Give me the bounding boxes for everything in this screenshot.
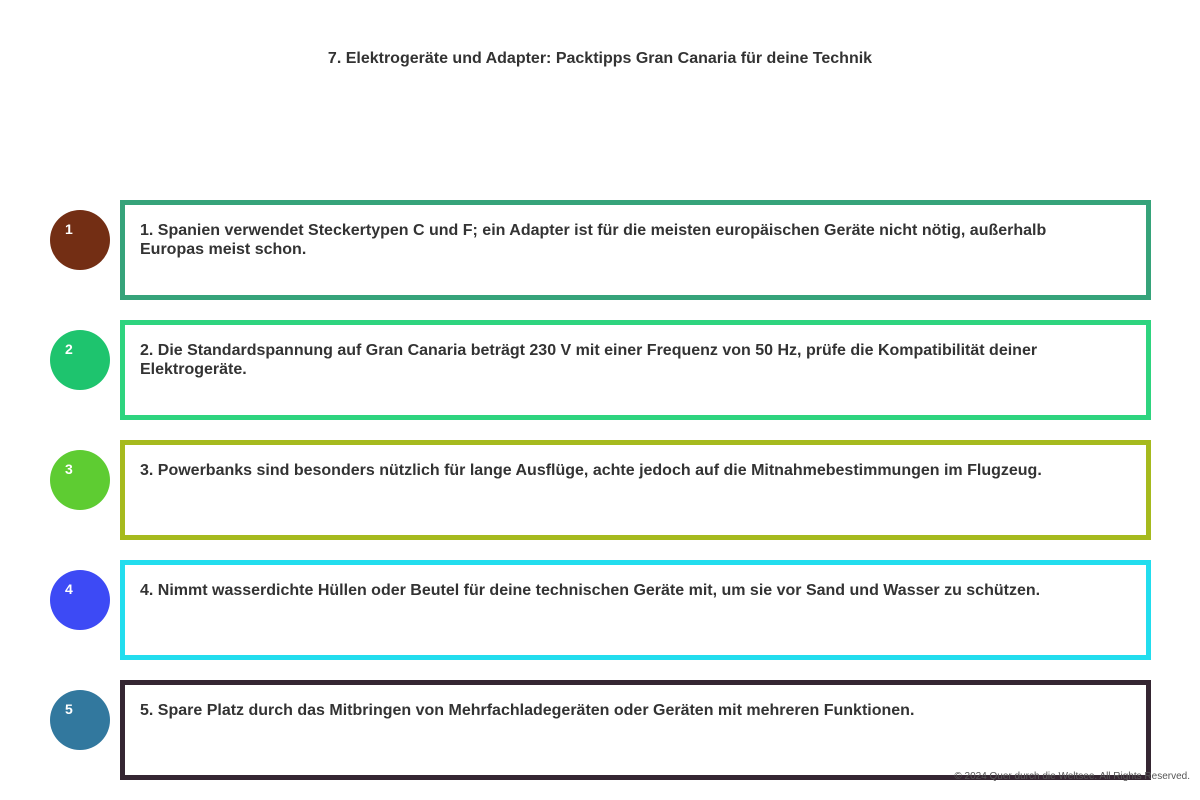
tip-box [120, 680, 1151, 780]
tip-box [120, 440, 1151, 540]
number-label: 5 [65, 701, 73, 717]
copyright-footer: © 2024 Quer durch die Weltsee. All Rights Reserved. [954, 771, 1190, 782]
number-circle [50, 330, 110, 390]
tip-text: 2. Die Standardspannung auf Gran Canaria beträgt 230 V mit einer Frequenz von 50 Hz, prüfe die Kompatibilität deiner Elektrogeräte. [140, 342, 1038, 378]
tip-box [120, 320, 1151, 420]
tip-box [120, 560, 1151, 660]
tip-item-2 [0, 320, 1200, 420]
number-label: 4 [65, 581, 73, 597]
tip-item-5 [0, 680, 1200, 780]
number-label: 3 [65, 461, 73, 477]
tip-text: 4. Nimmt wasserdichte Hüllen oder Beutel für deine technischen Geräte mit, um sie vor Sand und Wasser zu schützen. [140, 582, 1041, 599]
number-circle [50, 450, 110, 510]
number-label: 1 [65, 221, 73, 237]
page-title: 7. Elektrogeräte und Adapter: Packtipps Gran Canaria für deine Technik [327, 50, 873, 67]
tip-box [120, 200, 1151, 300]
tip-item-4 [0, 560, 1200, 660]
number-circle [50, 570, 110, 630]
tip-item-1 [0, 200, 1200, 300]
number-circle [50, 690, 110, 750]
number-label: 2 [65, 341, 73, 357]
tip-text: 5. Spare Platz durch das Mitbringen von Mehrfachladegeräten oder Geräten mit mehreren Funktionen. [140, 702, 915, 719]
tip-text: 1. Spanien verwendet Steckertypen C und F; ein Adapter ist für die meisten europäischen Geräte nicht nötig, außerhalb Europas meist schon. [140, 222, 1047, 258]
number-circle [50, 210, 110, 270]
tip-text: 3. Powerbanks sind besonders nützlich für lange Ausflüge, achte jedoch auf die Mitnahmebestimmungen im Flugzeug. [140, 462, 1042, 479]
tip-item-3 [0, 440, 1200, 540]
